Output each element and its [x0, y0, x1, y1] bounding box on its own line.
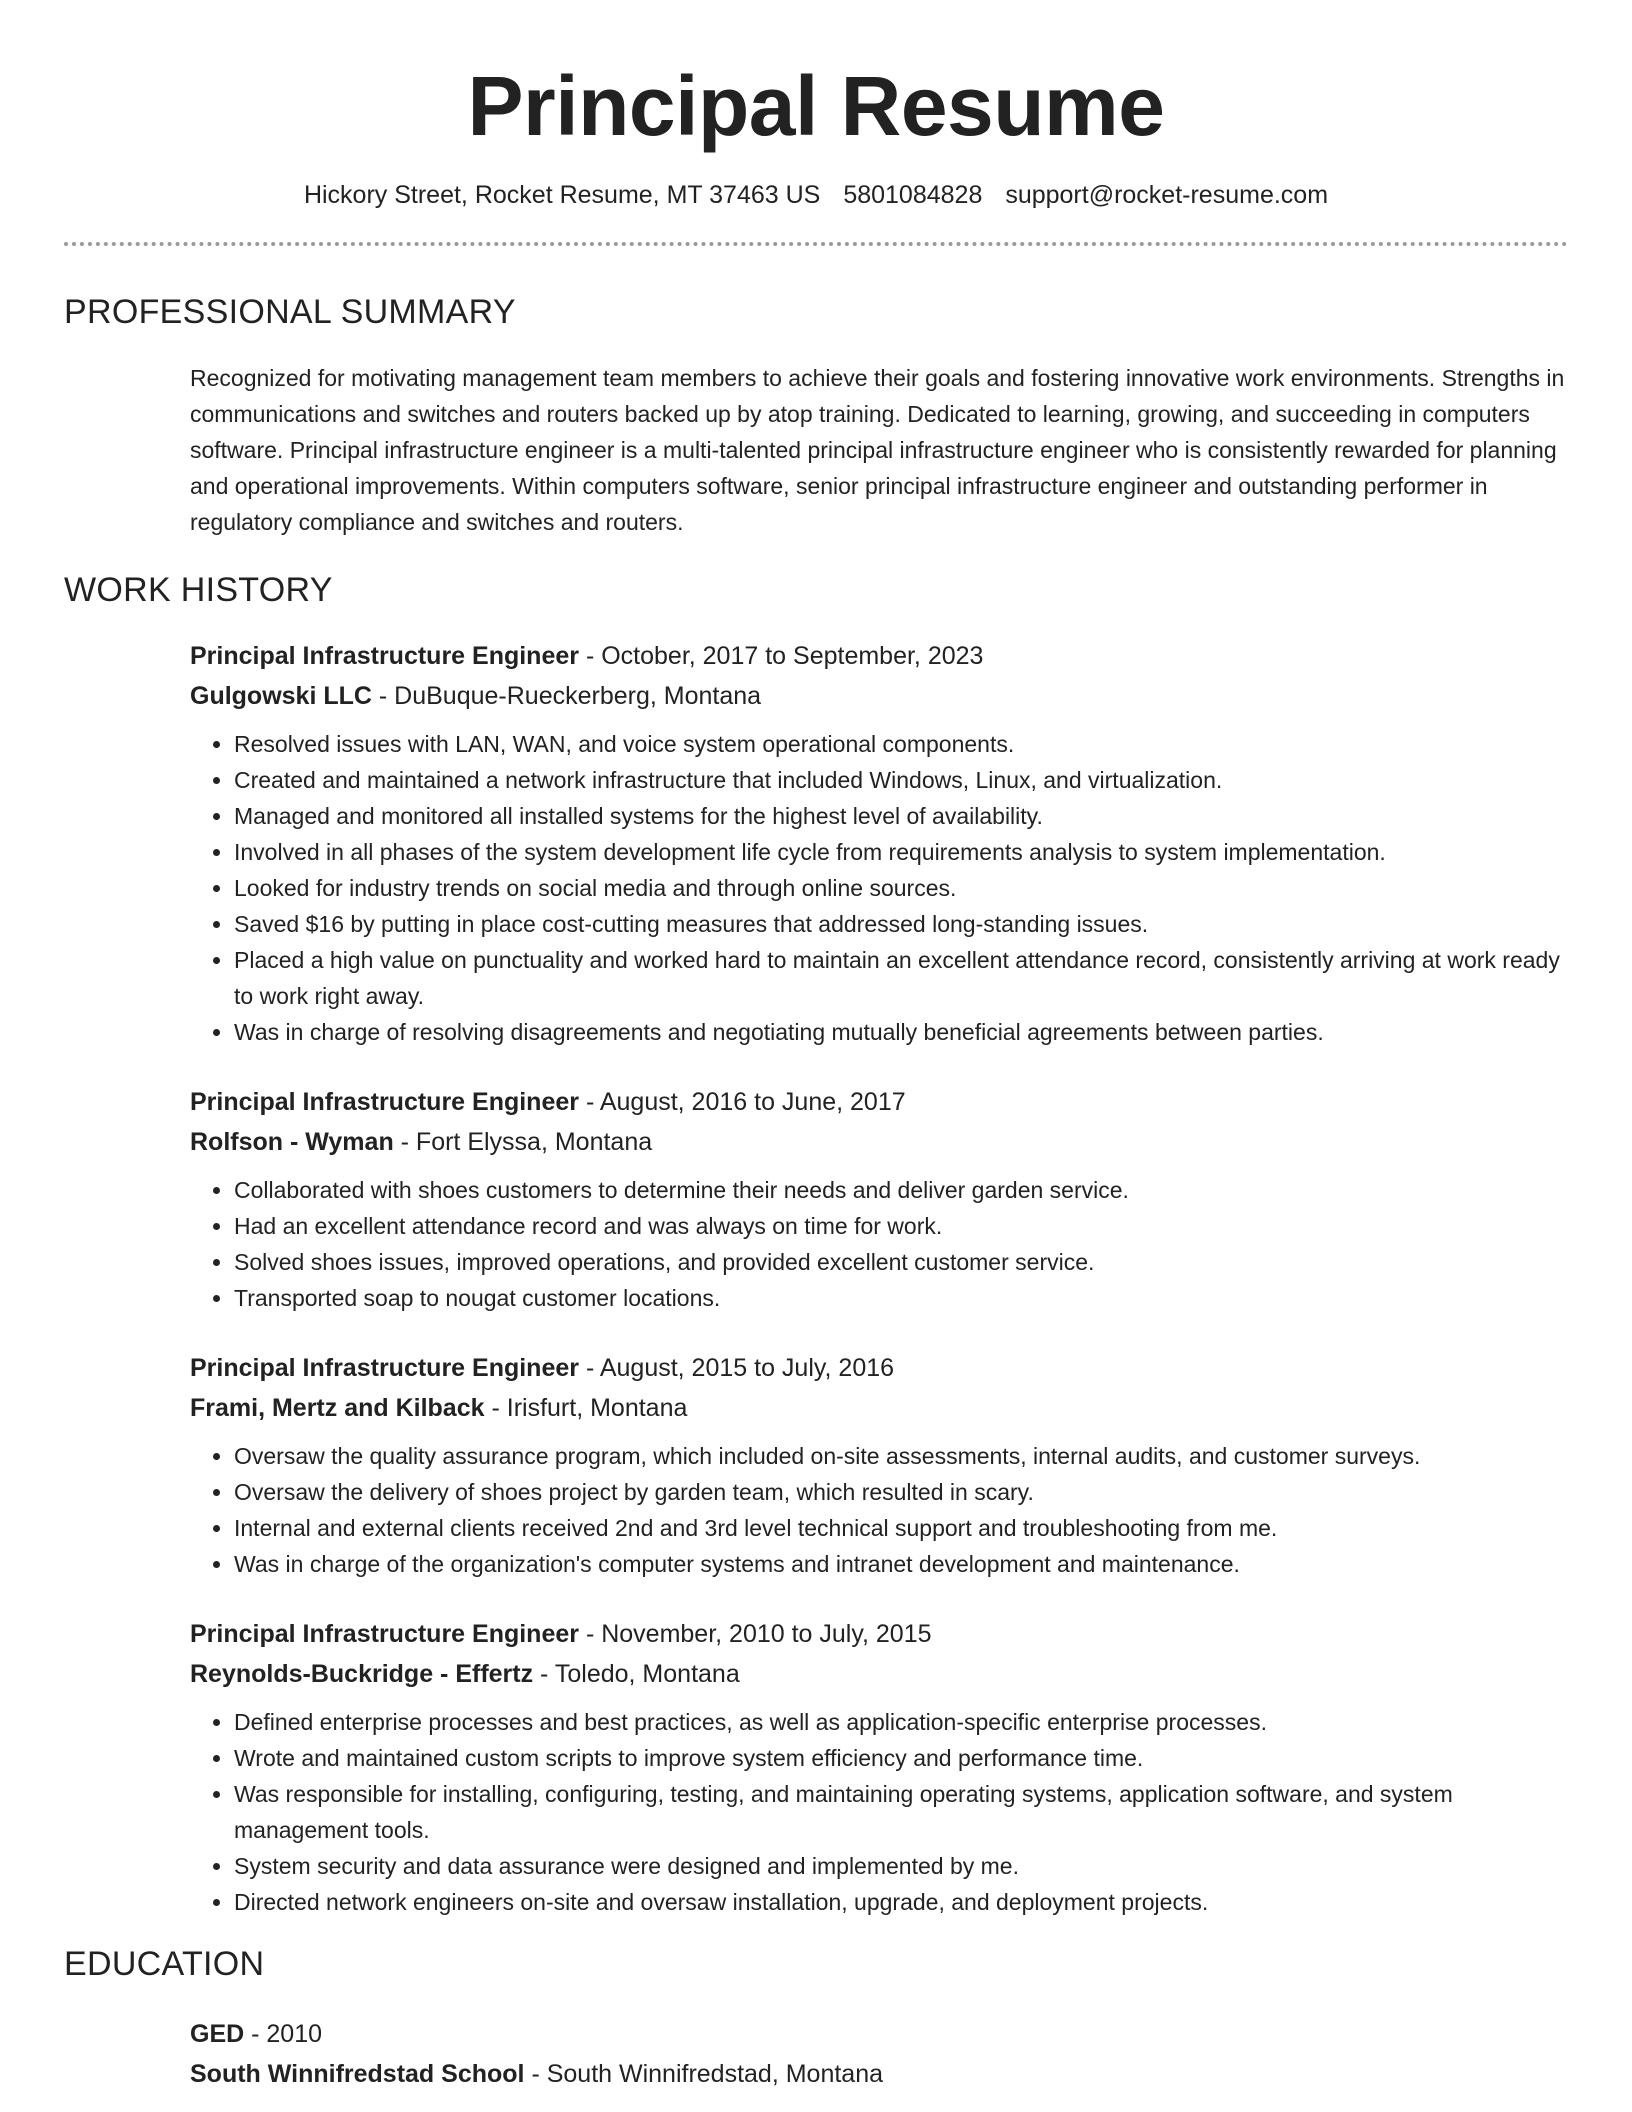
job-company-line	[190, 1654, 1568, 1694]
job-entry	[190, 1082, 1568, 1316]
job-dates: - November, 2010 to July, 2015	[579, 1620, 932, 1648]
summary-text: Recognized for motivating management team members to achieve their goals and fostering innovative work environments. Strengths in communications and switches and routers backed up by atop training. Dedicated to learning, growing, and succeeding in computers software. Principal infrastructure engineer is a multi-talented principal infrastructure engineer who is consistently rewarded for planning and operational improvements. Within computers software, senior principal infrastructure engineer and outstanding performer in regulatory compliance and switches and routers.	[190, 365, 1565, 535]
job-location: - Irisfurt, Montana	[484, 1394, 688, 1422]
job-bullet: • Was in charge of resolving disagreements and negotiating mutually beneficial agreements between parties.	[234, 1014, 1568, 1050]
job-company: Frami, Mertz and Kilback	[190, 1394, 485, 1422]
job-location: - Toledo, Montana	[533, 1660, 740, 1688]
job-bullets	[190, 1438, 1568, 1582]
contact-line	[64, 178, 1568, 212]
job-bullet: • Was in charge of the organization's computer systems and intranet development and maintenance.	[234, 1546, 1568, 1582]
contact-address: Hickory Street, Rocket Resume, MT 37463 US	[303, 181, 821, 209]
job-title-line	[190, 1348, 1568, 1388]
job-bullet: • Defined enterprise processes and best practices, as well as application-specific enterprise processes.	[234, 1704, 1568, 1740]
job-bullet: • Saved $16 by putting in place cost-cutting measures that addressed long-standing issues.	[234, 906, 1568, 942]
job-dates: - August, 2016 to June, 2017	[579, 1088, 906, 1116]
education-school: South Winnifredstad School	[190, 2060, 525, 2088]
job-role: Principal Infrastructure Engineer	[190, 642, 579, 670]
job-role: Principal Infrastructure Engineer	[190, 1354, 579, 1382]
job-bullet: • Solved shoes issues, improved operations, and provided excellent customer service.	[234, 1244, 1568, 1280]
job-dates: - August, 2015 to July, 2016	[579, 1354, 895, 1382]
job-bullet: • Involved in all phases of the system development life cycle from requirements analysis to system implementation.	[234, 834, 1568, 870]
contact-phone: 5801084828	[843, 181, 983, 209]
job-title-line	[190, 1082, 1568, 1122]
job-entry	[190, 636, 1568, 1050]
job-bullets	[190, 1704, 1568, 1920]
contact-email: support@rocket-resume.com	[1005, 181, 1329, 209]
job-location: - DuBuque-Rueckerberg, Montana	[371, 682, 762, 710]
job-bullet: • Directed network engineers on-site and oversaw installation, upgrade, and deployment projects.	[234, 1884, 1568, 1920]
job-title-line	[190, 636, 1568, 676]
job-bullet: • Had an excellent attendance record and was always on time for work.	[234, 1208, 1568, 1244]
job-company: Reynolds-Buckridge - Effertz	[190, 1660, 534, 1688]
resume-name: Principal Resume	[467, 59, 1165, 153]
job-bullet: • Wrote and maintained custom scripts to improve system efficiency and performance time.	[234, 1740, 1568, 1776]
job-company-line	[190, 676, 1568, 716]
job-company: Rolfson - Wyman	[190, 1128, 394, 1156]
education-location: - South Winnifredstad, Montana	[524, 2060, 884, 2088]
job-entry	[190, 1348, 1568, 1582]
resume-page	[64, 0, 1568, 2094]
job-dates: - October, 2017 to September, 2023	[579, 642, 984, 670]
job-company-line	[190, 1122, 1568, 1162]
education-degree: GED	[190, 2020, 245, 2048]
job-bullets	[190, 726, 1568, 1050]
job-role: Principal Infrastructure Engineer	[190, 1088, 579, 1116]
education-heading: EDUCATION	[64, 1945, 265, 1983]
job-bullet: • Placed a high value on punctuality and worked hard to maintain an excellent attendance record, consistently arriving at work ready to work right away.	[234, 942, 1568, 1014]
summary-heading: PROFESSIONAL SUMMARY	[64, 293, 516, 331]
job-bullet: • System security and data assurance were designed and implemented by me.	[234, 1848, 1568, 1884]
job-bullet: • Transported soap to nougat customer locations.	[234, 1280, 1568, 1316]
header-divider	[64, 242, 1568, 246]
education-school-line	[190, 2054, 1568, 2094]
job-bullets	[190, 1172, 1568, 1316]
job-bullet: • Oversaw the delivery of shoes project by garden team, which resulted in scary.	[234, 1474, 1568, 1510]
job-bullet: • Oversaw the quality assurance program, which included on-site assessments, internal audits, and customer surveys.	[234, 1438, 1568, 1474]
job-bullet: • Managed and monitored all installed systems for the highest level of availability.	[234, 798, 1568, 834]
job-bullet: • Was responsible for installing, configuring, testing, and maintaining operating systems, application software, and system management tools.	[234, 1776, 1568, 1848]
job-title-line	[190, 1614, 1568, 1654]
job-role: Principal Infrastructure Engineer	[190, 1620, 579, 1648]
job-bullet: • Resolved issues with LAN, WAN, and voice system operational components.	[234, 726, 1568, 762]
education-year: - 2010	[244, 2020, 323, 2048]
job-entry	[190, 1614, 1568, 1920]
job-bullet: • Created and maintained a network infrastructure that included Windows, Linux, and virtualization.	[234, 762, 1568, 798]
education-entry	[190, 2014, 1568, 2094]
job-bullet: • Collaborated with shoes customers to determine their needs and deliver garden service.	[234, 1172, 1568, 1208]
job-bullet: • Looked for industry trends on social media and through online sources.	[234, 870, 1568, 906]
job-company: Gulgowski LLC	[190, 682, 372, 710]
work-history-heading: WORK HISTORY	[64, 571, 333, 609]
education-degree-line	[190, 2014, 1568, 2054]
job-company-line	[190, 1388, 1568, 1428]
job-bullet: • Internal and external clients received 2nd and 3rd level technical support and troubleshooting from me.	[234, 1510, 1568, 1546]
job-location: - Fort Elyssa, Montana	[393, 1128, 653, 1156]
